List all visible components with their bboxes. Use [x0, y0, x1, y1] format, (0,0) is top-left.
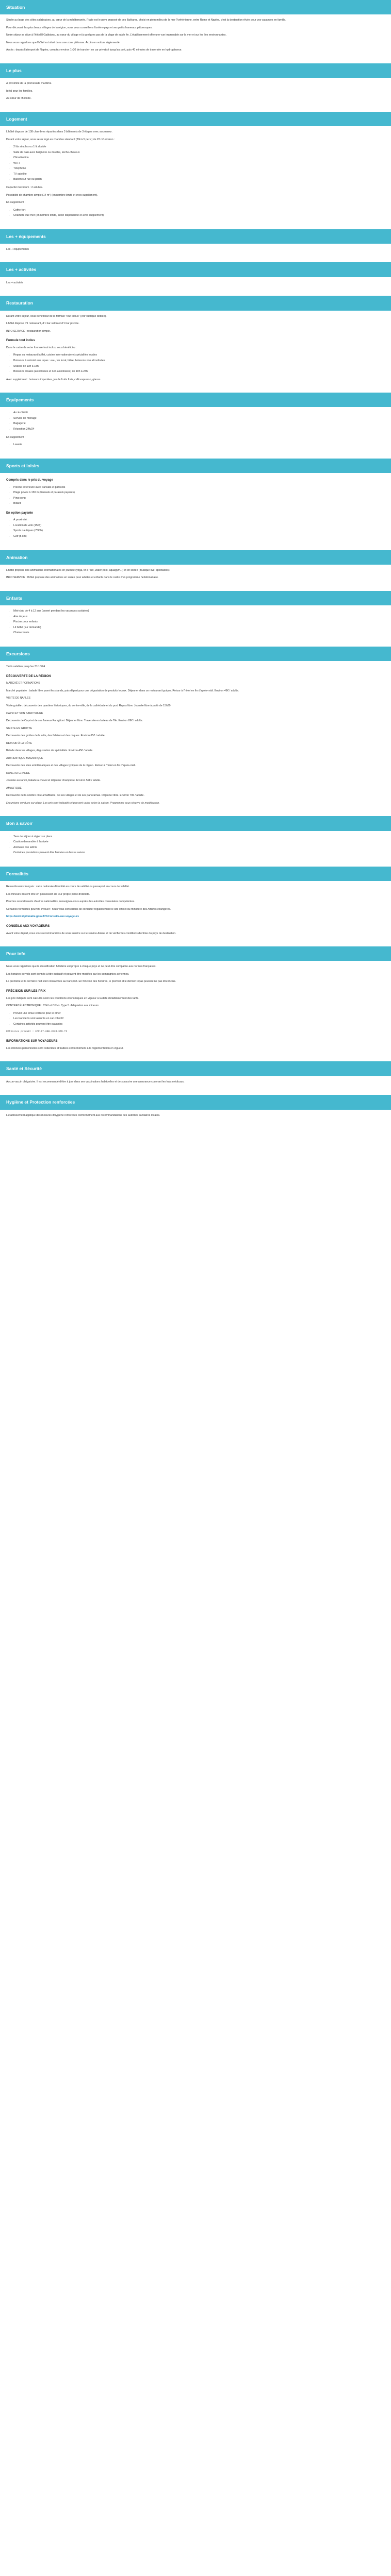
situation-paragraph: Notre séjour se situe à l'hôtel Il Gabbiano, au cœur du village et à quelques pas de la plage de sable fin. L'établissement offre une vue imprenable sur la mer et sur les îles environnantes.: [6, 33, 226, 37]
list-item: • Réception 24h/24: [13, 428, 385, 432]
excursions-note: Excursions vendues sur place. Les prix sont indicatifs et peuvent varier selon la saison. Programme sous réserve de modification.: [6, 801, 160, 805]
enfants-list: [6, 609, 385, 635]
page: [0, 0, 391, 1139]
excursion-block: Marché populaire : balade libre parmi les stands, puis départ pour une dégustation de produits locaux. Déjeuner dans un restaurant typique. Retour à l'hôtel en fin d'après-midi. Environ 49€ / adulte.: [6, 689, 239, 692]
section-equipements: [0, 248, 391, 263]
excursion-block: Découverte des grottes de la côte, des falaises et des criques. Environ 65€ / adulte.: [6, 734, 106, 738]
excursion-block: Balade dans les villages, dégustation de spécialités. Environ 45€ / adulte.: [6, 749, 93, 753]
formalites-extra: Avant votre départ, nous vous recommandons de vous inscrire sur le service Ariane et de vérifier les conditions d'entrée du pays de destination.: [6, 931, 176, 935]
formalites-paragraph: Les mineurs doivent être en possession de leur propre pièce d'identité.: [6, 892, 90, 896]
equipements2-supp-list: [6, 443, 385, 447]
lieu-paragraph: A proximité de la promenade maritime.: [6, 82, 52, 86]
formula-extra: Avec supplément : boissons importées, jus de fruits frais, café expresso, glaces.: [6, 378, 101, 381]
section-info-title: Pour info: [0, 946, 391, 961]
logement-supp-title: En supplément :: [6, 201, 26, 205]
excursion-block: SIESTE EN GROTTE: [6, 726, 32, 730]
excursion-block: VISITE DE NAPLES: [6, 697, 30, 700]
list-item: • Billard: [13, 502, 385, 506]
list-item: • Lit bébé (sur demande): [13, 626, 385, 630]
situation-paragraph: Accès : depuis l'aéroport de Naples, comptez environ 1h30 de transfert en car privatisé jusqu'au port, puis 40 minutes de traversée en hydroglisseur.: [6, 48, 182, 52]
section-restauration-title: Restauration: [0, 296, 391, 310]
section-enfants-title: Enfants: [0, 591, 391, 605]
sports-free-list: [6, 486, 385, 506]
excursion-block: Découverte de la célèbre côte amalfitaine, de ses villages et de ses panoramas. Déjeuner libre. Environ 79€ / adulte.: [6, 794, 144, 798]
lieu-paragraph: Au cœur de l'histoire.: [6, 97, 31, 100]
info-paragraph: CONTRAT ÉLECTRONIQUE : CGV et CGVs. Type 5. Adaptation aux mineurs.: [6, 1004, 100, 1008]
list-item: • Location de vélo (15€/j): [13, 524, 385, 528]
section-logement: [0, 130, 391, 229]
restauration-paragraph: L'hôtel dispose d'1 restaurant, d'1 bar salon et d'1 bar piscine.: [6, 322, 79, 326]
list-item: • Chambre vue mer (en nombre limité, selon disponibilité et avec supplément): [13, 214, 385, 218]
info-voyageurs-text: Les données personnelles sont collectées et traitées conformément à la réglementation en vigueur.: [6, 1046, 124, 1050]
formalites-paragraph: Pour les ressortissants d'autres nationalités, renseignez-vous auprès des autorités consulaires compétentes.: [6, 900, 135, 904]
section-animation: [0, 569, 391, 591]
list-item: • Laverie: [13, 443, 385, 447]
section-hygiene-title: Hygiène et Protection renforcées: [0, 1095, 391, 1109]
list-item: • Taxe de séjour à régler sur place: [13, 835, 385, 839]
section-situation: [0, 19, 391, 63]
equipements2-list: [6, 411, 385, 431]
excursions-day-title: DÉCOUVERTE DE LA RÉGION: [6, 674, 51, 678]
list-item: • Caution demandée à l'arrivée: [13, 840, 385, 844]
section-bon-title: Bon à savoir: [0, 816, 391, 831]
list-item: • Balcon sur rue ou jardin: [13, 178, 385, 182]
list-item: • TV satellite: [13, 173, 385, 177]
excursion-block: AMALFIQUE: [6, 786, 22, 790]
excursion-block: Découverte des sites emblématiques et des villages typiques de la région. Retour à l'hôtel en fin d'après-midi.: [6, 764, 136, 768]
sports-free-title: Compris dans le prix du voyage: [6, 478, 53, 482]
list-item: • Les transferts sont assurés en car collectif: [13, 1017, 385, 1021]
list-item: • Téléphone: [13, 167, 385, 171]
excursion-block: AUTHENTIQUE MAGNIFIQUE: [6, 756, 43, 760]
logement-list: [6, 145, 385, 182]
list-item: • Repas au restaurant buffet, cuisine internationale et spécialités locales: [13, 353, 385, 358]
excursion-block: RANCHO GRANDE: [6, 771, 30, 775]
section-equipements-title: Les + équipements: [0, 229, 391, 244]
section-situation-title: Situation: [0, 0, 391, 14]
activites-text: Les + activités: [6, 281, 24, 284]
list-item: • Sports nautiques (75€/h): [13, 529, 385, 533]
equipements2-supp-title: En supplément :: [6, 435, 26, 439]
excursion-block: MARCHÉ ET FORMATIONS: [6, 682, 41, 685]
restauration-paragraph: Durant votre séjour, vous bénéficiez de la formule "tout inclus" (voir rubrique dédiée).: [6, 314, 107, 318]
list-item: • Chaise haute: [13, 631, 385, 635]
list-item: • Ping-pong: [13, 497, 385, 501]
list-item: • Wi-Fi: [13, 162, 385, 166]
section-activites-title: Les + activités: [0, 262, 391, 277]
list-item: • Certaines activités peuvent être payantes: [13, 1023, 385, 1027]
section-hygiene: [0, 1114, 391, 1129]
bon-list: [6, 835, 385, 855]
list-item: • Golf (5 km): [13, 535, 385, 539]
section-sante-title: Santé et Sécurité: [0, 1061, 391, 1076]
list-item: • Plage privée à 150 m (transats et parasols payants): [13, 491, 385, 495]
hygiene-text: L'établissement applique des mesures d'hygiène renforcées conformément aux recommandations des autorités sanitaires locales.: [6, 1113, 160, 1117]
section-lieu: [0, 82, 391, 112]
excursion-block: RETOUR À LA CÔTE: [6, 741, 32, 745]
list-item: • 2 lits simples ou 1 lit double: [13, 145, 385, 149]
list-item: • Boissons locales (alcoolisées et non alcoolisées) de 10h à 23h: [13, 370, 385, 374]
excursion-block: Visite guidée : découverte des quartiers historiques, du centre-ville, de la cathédrale et du port. Repas libre. Journée libre à partir de 15h30.: [6, 704, 171, 707]
logement-capacity: Capacité maximum : 2 adultes.: [6, 185, 43, 189]
list-item: • Service de ménage: [13, 417, 385, 421]
logement-sub: Durant votre séjour, vous serez logé en chambre standard (2/4 à 5 pers.) de 22 m² environ :: [6, 138, 115, 141]
info-paragraph: Les horaires de vols sont donnés à titre indicatif et peuvent être modifiés par les compagnies aériennes.: [6, 972, 129, 976]
section-bon: [0, 835, 391, 867]
excursion-block: CAPRI ET SON SANCTUAIRE: [6, 711, 43, 715]
section-enfants: [0, 609, 391, 647]
sante-text: Aucun vaccin obligatoire. Il est recommandé d'être à jour dans ses vaccinations habituelles et de souscrire une assurance couvrant les frais médicaux.: [6, 1080, 185, 1083]
formalites-paragraph: Ressortissants français : carte nationale d'identité en cours de validité ou passeport en cours de validité.: [6, 885, 130, 889]
list-item: • Salle de bain avec baignoire ou douche, sèche-cheveux: [13, 151, 385, 155]
section-info: [0, 965, 391, 1061]
list-item: • Mini-club de 4 à 12 ans (ouvert pendant les vacances scolaires): [13, 609, 385, 614]
animation-paragraph: L'hôtel propose des animations internationales en journée (yoga, tir à l'arc, water-polo, aquagym...) et en soirée (musique live, spectacles).: [6, 568, 171, 572]
logement-supp-list: [6, 209, 385, 218]
section-equipements2: [0, 411, 391, 458]
formula-title: Formule tout inclus: [6, 339, 35, 343]
list-item: • Piscine pour enfants: [13, 620, 385, 624]
excursion-block: Journée au ranch, balade à cheval et déjeuner champêtre. Environ 59€ / adulte.: [6, 779, 101, 783]
lieu-paragraph: Idéal pour les familles.: [6, 89, 33, 93]
formalites-paragraph: Certaines formalités peuvent évoluer : nous vous conseillons de consulter régulièrement le site officiel du ministère des Affaires étrangères.: [6, 907, 171, 911]
info-subtitle: PRÉCISION SUR LES PRIX: [6, 989, 46, 993]
list-item: • Prévoir une tenue correcte pour le dîner: [13, 1012, 385, 1016]
section-sports-title: Sports et loisirs: [0, 459, 391, 473]
logement-intro: L'hôtel dispose de 138 chambres réparties dans 3 bâtiments de 3 étages avec ascenseur.: [6, 130, 113, 134]
section-logement-title: Logement: [0, 112, 391, 126]
list-item: • Certaines prestations peuvent être fermées en basse saison: [13, 851, 385, 855]
section-sante: [0, 1080, 391, 1095]
section-excursions-title: Excursions: [0, 647, 391, 661]
situation-paragraph: Nous vous rappelons que l'hôtel est situé dans une zone piétonne. Accès en voiture réglementé.: [6, 41, 121, 44]
animation-paragraph: INFO SERVICE : l'hôtel propose des animations en soirée pour adultes et enfants dans le cadre d'un programme hebdomadaire.: [6, 576, 159, 580]
info-paragraph: Nous vous rappelons que la classification hôtelière est propre à chaque pays et ne peut être comparée aux normes françaises.: [6, 965, 156, 969]
section-animation-title: Animation: [0, 550, 391, 565]
list-item: • Boissons à volonté aux repas : eau, vin local, bière, boissons non alcoolisées: [13, 359, 385, 363]
formalites-extra-title: CONSEILS AUX VOYAGEURS: [6, 924, 50, 928]
list-item: • Accès Wi-Fi: [13, 411, 385, 415]
restauration-paragraph: INFO SERVICE : restauration simple.: [6, 329, 51, 333]
situation-paragraph: Située au large des côtes calabraises, au cœur de la méditerranée, l'Italie est le pays proposé de ces Baléares, choisi en plein milieu de la mer Tyrrhénienne, entre Rome et Naples, c'est la destination rêvée pour vos vacances en famille.: [6, 19, 286, 22]
excursion-block: Découverte de Capri et de ses fameux Faraglioni. Déjeuner libre. Traversée en bateau de l'île. Environ 89€ / adulte.: [6, 719, 143, 723]
section-sports: [0, 478, 391, 550]
equipements-text: Les + équipements: [6, 247, 29, 251]
formula-intro: Dans le cadre de votre formule tout inclus, vous bénéficiez :: [6, 346, 77, 349]
section-equipements2-title: Équipements: [0, 393, 391, 407]
section-formalites-title: Formalités: [0, 867, 391, 881]
list-item: • À proximité :: [13, 518, 385, 522]
info-voyageurs-title: INFORMATIONS SUR VOYAGEURS: [6, 1040, 58, 1043]
list-item: • Animaux non admis: [13, 846, 385, 850]
list-item: • Piscine extérieure avec transats et parasols: [13, 486, 385, 490]
info-code: Référence produit : CAP-IT-GBB-2024-STD-TI: [6, 1030, 68, 1033]
info-list: [6, 1012, 385, 1027]
list-item: • Snacks de 10h à 18h: [13, 365, 385, 369]
sports-paid-title: En option payante: [6, 511, 34, 515]
excursions-intro: Tarifs valables jusqu'au 31/10/24: [6, 665, 45, 669]
list-item: • Coffre-fort: [13, 209, 385, 213]
section-activites: [0, 281, 391, 296]
section-restauration: [0, 315, 391, 393]
logement-possibility: Possibilité de chambre simple (14 m²) (en nombre limité et avec supplément).: [6, 193, 98, 197]
formula-list: [6, 353, 385, 374]
list-item: • Aire de jeux: [13, 615, 385, 619]
formalites-link[interactable]: https://www.diplomatie.gouv.fr/fr/conseils-aux-voyageurs: [6, 915, 79, 919]
situation-paragraph: Pour découvrir les plus beaux villages de la région, nous vous conseillons l'arrière-pays et ses petits hameaux pittoresques.: [6, 26, 153, 29]
sports-paid-list: [6, 518, 385, 538]
section-formalites: [0, 885, 391, 946]
info-paragraph: La première et la dernière nuit sont consacrées au transport. En fonction des horaires, le premier et le dernier repas peuvent ne pas être inclus.: [6, 980, 176, 984]
info-paragraph: Les prix indiqués sont calculés selon les conditions économiques en vigueur à la date d'établissement des tarifs.: [6, 996, 139, 1000]
list-item: • Bagagerie: [13, 422, 385, 426]
list-item: • Climatisation: [13, 156, 385, 160]
section-excursions: [0, 665, 391, 816]
section-lieu-title: Le plus: [0, 63, 391, 78]
